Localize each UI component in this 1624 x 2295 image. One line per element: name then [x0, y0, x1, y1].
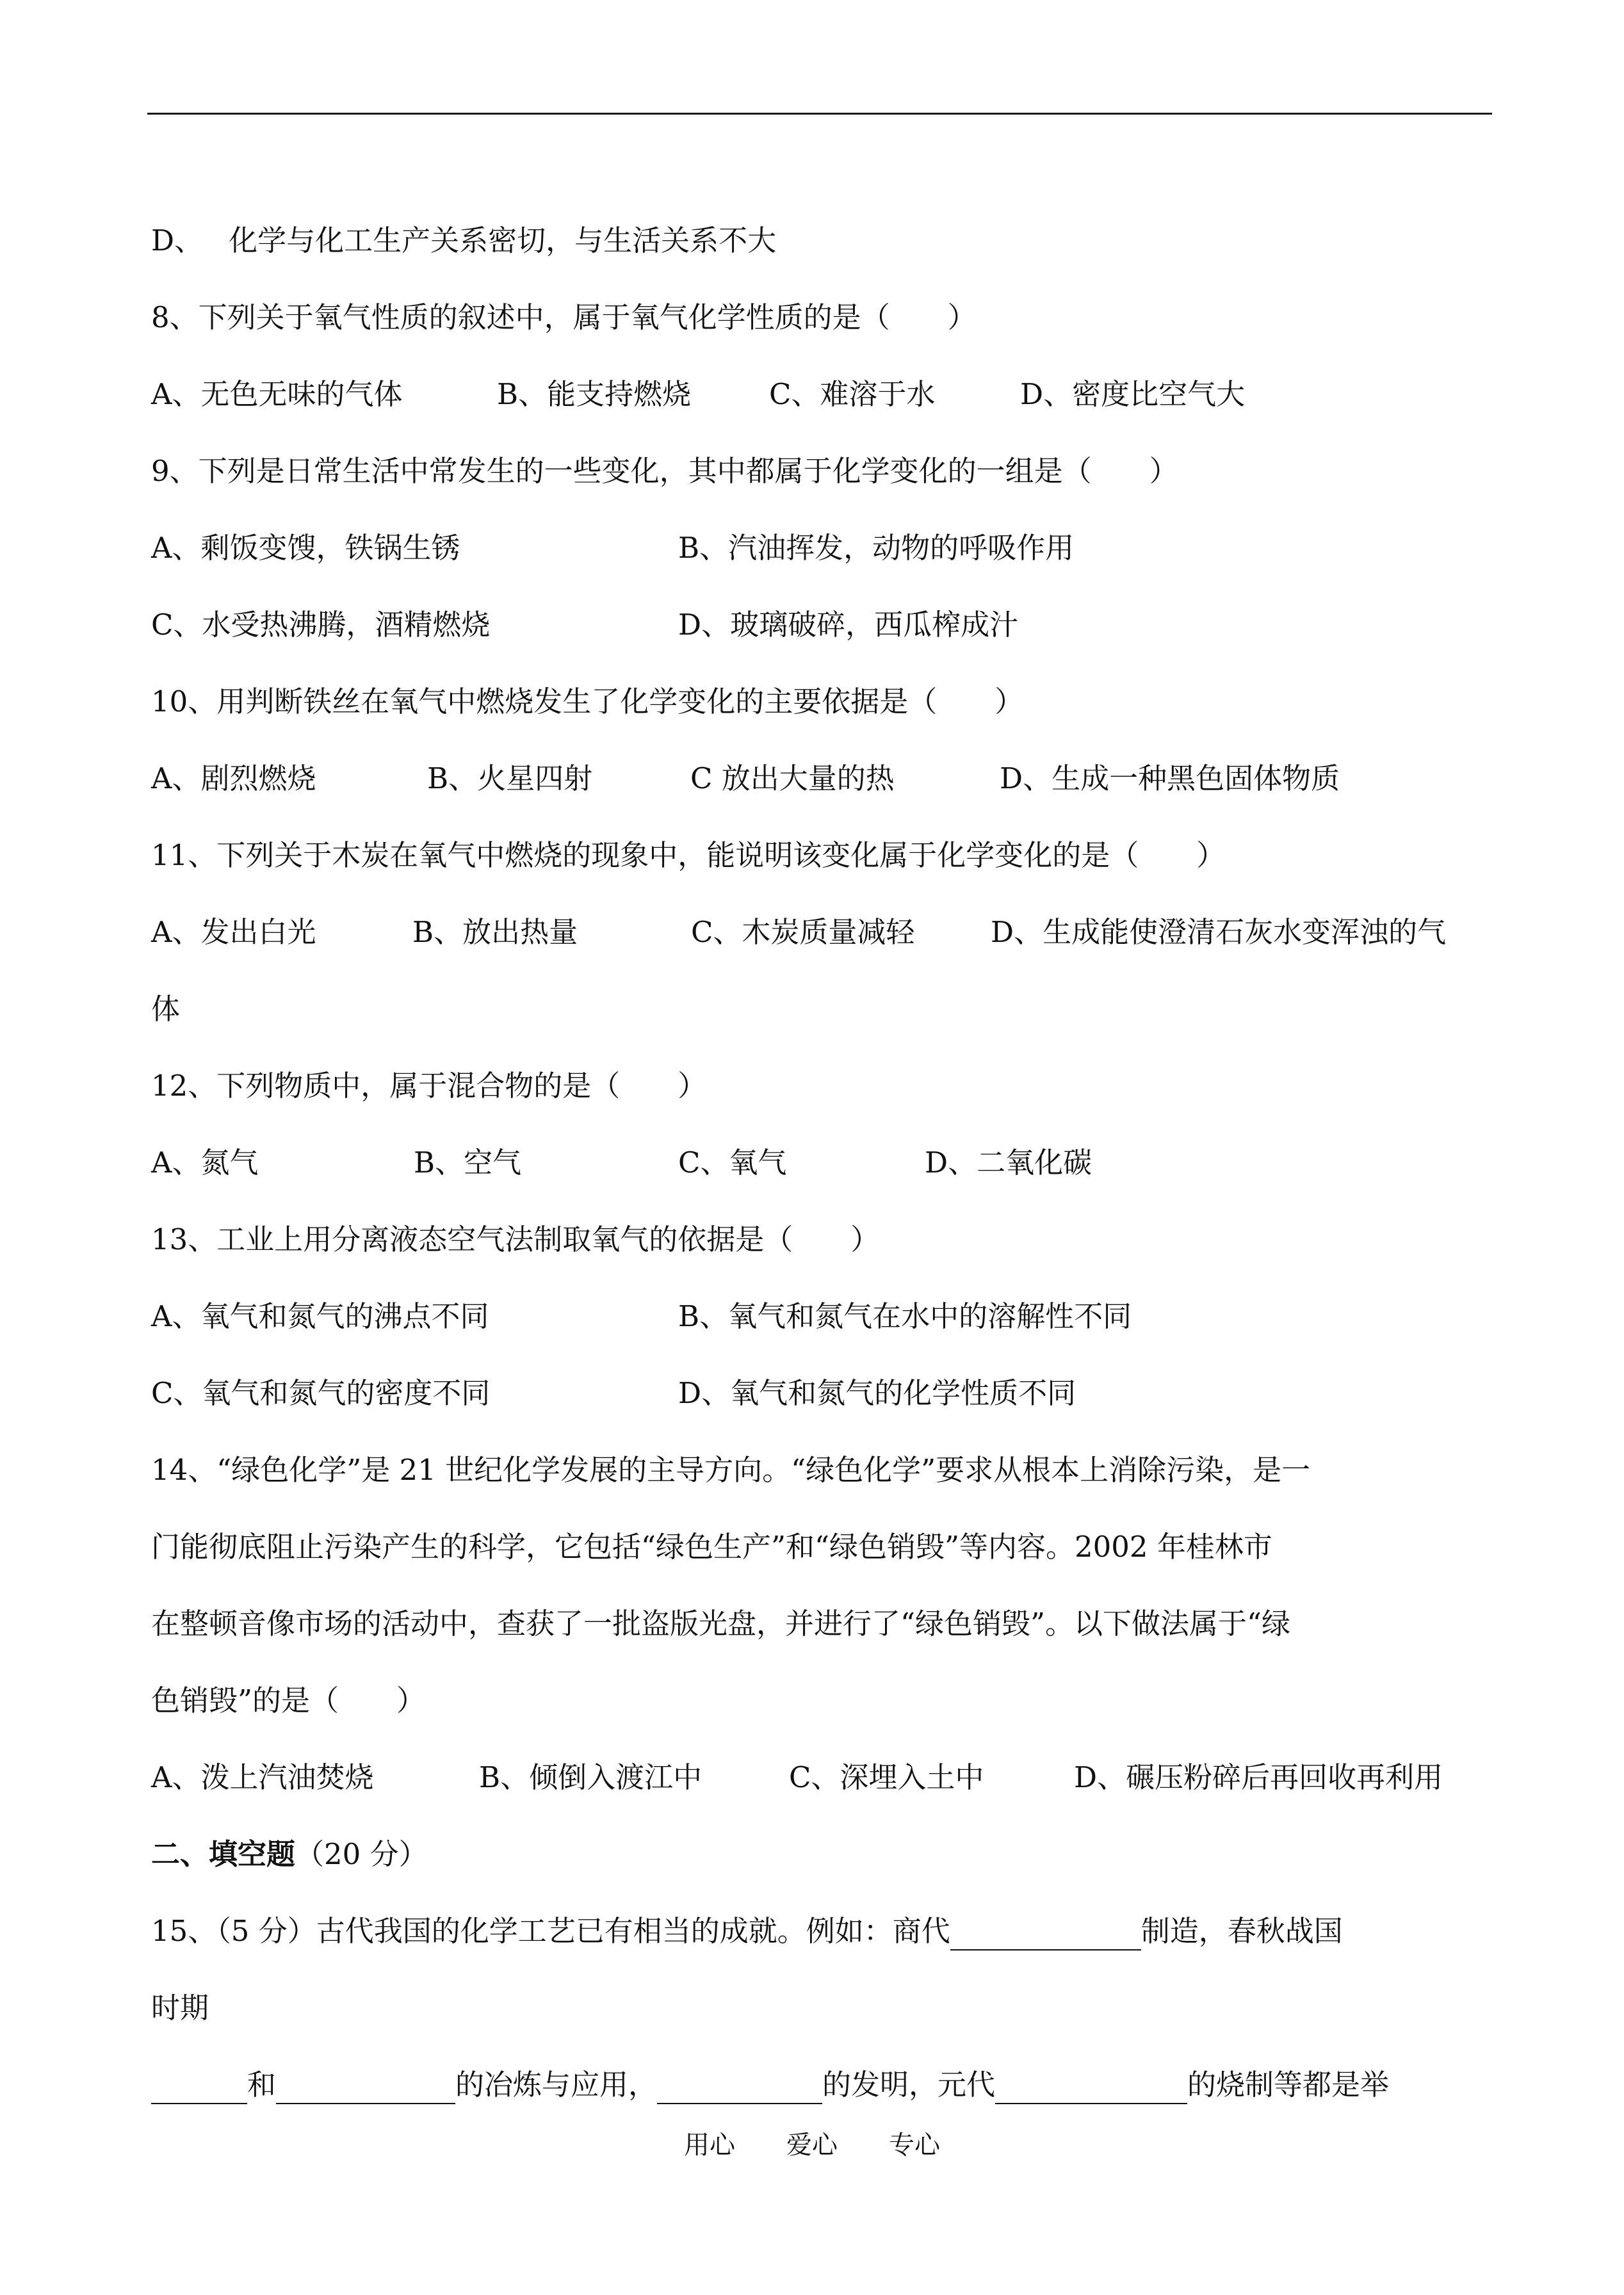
section-title: 二、填空题 — [151, 1837, 296, 1871]
q14-option-c: C、深埋入土中 — [789, 1760, 984, 1794]
q10-option-a: A、剧烈燃烧 — [151, 761, 316, 795]
q13-option-b: B、氧气和氮气在水中的溶解性不同 — [678, 1299, 1132, 1333]
q13-option-a: A、氧气和氮气的沸点不同 — [151, 1299, 489, 1333]
q14-line-1: 14、“绿色化学”是 21 世纪化学发展的主导方向。“绿色化学”要求从根本上消除污染，是一 — [151, 1453, 1311, 1487]
q11-option-b: B、放出热量 — [412, 915, 578, 949]
q12-stem: 12、下列物质中，属于混合物的是（ ） — [151, 1069, 707, 1103]
q15-line-3-text-c: 的发明，元代 — [822, 2068, 996, 2102]
q11-option-d-wrap: 体 — [151, 992, 181, 1026]
q15-blank-3[interactable] — [276, 2071, 455, 2104]
q15-line-2: 时期 — [151, 1991, 209, 2025]
q15-blank-2[interactable] — [151, 2071, 247, 2104]
q15-line-1 — [151, 1912, 1343, 1950]
q8-option-a: A、无色无味的气体 — [151, 377, 403, 411]
section-score: （20 分） — [295, 1837, 428, 1871]
q15-blank-5[interactable] — [995, 2071, 1187, 2104]
q12-option-a: A、氮气 — [151, 1146, 259, 1180]
q14-option-a: A、泼上汽油焚烧 — [151, 1760, 374, 1794]
q15-line-3-text-b: 的冶炼与应用， — [455, 2068, 658, 2102]
section-heading — [151, 1835, 428, 1874]
q12-option-d: D、二氧化碳 — [925, 1146, 1092, 1180]
q14-option-d: D、碾压粉碎后再回收再利用 — [1074, 1760, 1443, 1794]
q13-option-c: C、氧气和氮气的密度不同 — [151, 1376, 491, 1410]
q10-stem: 10、用判断铁丝在氧气中燃烧发生了化学变化的主要依据是（ ） — [151, 685, 1024, 718]
q7-option-d-text: 化学与化工生产关系密切，与生活关系不大 — [229, 223, 777, 257]
q11-option-c: C、木炭质量减轻 — [691, 915, 915, 949]
q8-option-c: C、难溶于水 — [769, 377, 936, 411]
q15-line-3 — [151, 2066, 1389, 2104]
q9-option-a: A、剩饭变馊，铁锅生锈 — [151, 531, 460, 565]
q11-option-a: A、发出白光 — [151, 915, 316, 949]
q11-option-d: D、生成能使澄清石灰水变浑浊的气 — [991, 915, 1447, 949]
footer-word-2: 爱心 — [786, 2130, 838, 2160]
q15-line-1-text-a: 15、（5 分）古代我国的化学工艺已有相当的成就。例如：商代 — [151, 1914, 950, 1948]
q8-option-d: D、密度比空气大 — [1020, 377, 1246, 411]
footer-word-1: 用心 — [684, 2130, 735, 2160]
q13-option-d: D、氧气和氮气的化学性质不同 — [678, 1376, 1076, 1410]
q9-stem: 9、下列是日常生活中常发生的一些变化，其中都属于化学变化的一组是（ ） — [151, 454, 1178, 488]
q15-blank-4[interactable] — [657, 2071, 822, 2104]
q14-line-4: 色销毁”的是（ ） — [151, 1683, 426, 1717]
q15-line-1-text-b: 制造，春秋战国 — [1141, 1914, 1343, 1948]
q11-stem: 11、下列关于木炭在氧气中燃烧的现象中，能说明该变化属于化学变化的是（ ） — [151, 838, 1226, 872]
q15-blank-1[interactable] — [950, 1917, 1141, 1950]
q10-option-b: B、火星四射 — [427, 761, 593, 795]
header-rule — [147, 113, 1492, 115]
q7-option-d — [151, 222, 776, 260]
q9-option-c: C、水受热沸腾，酒精燃烧 — [151, 608, 491, 642]
q8-stem: 8、下列关于氧气性质的叙述中，属于氧气化学性质的是（ ） — [151, 300, 977, 334]
page-footer — [0, 2127, 1624, 2163]
q13-stem: 13、工业上用分离液态空气法制取氧气的依据是（ ） — [151, 1222, 880, 1256]
q15-line-3-text-d: 的烧制等都是举 — [1187, 2068, 1390, 2102]
q14-option-b: B、倾倒入渡江中 — [479, 1760, 702, 1794]
q15-line-3-text-a: 和 — [247, 2068, 277, 2102]
q12-option-c: C、氧气 — [678, 1146, 787, 1180]
q10-option-d: D、生成一种黑色固体物质 — [1000, 761, 1340, 795]
q9-option-d: D、玻璃破碎，西瓜榨成汁 — [678, 608, 1019, 642]
q10-option-c: C 放出大量的热 — [690, 761, 895, 795]
q7-option-d-label: D、 — [151, 223, 204, 257]
q8-option-b: B、能支持燃烧 — [497, 377, 692, 411]
q14-line-2: 门能彻底阻止污染产生的科学，它包括“绿色生产”和“绿色销毁”等内容。2002 年桂林市 — [151, 1530, 1272, 1564]
q12-option-b: B、空气 — [414, 1146, 522, 1180]
footer-word-3: 专心 — [889, 2130, 940, 2160]
q14-line-3: 在整顿音像市场的活动中，查获了一批盗版光盘，并进行了“绿色销毁”。以下做法属于“绿 — [151, 1607, 1291, 1641]
q9-option-b: B、汽油挥发，动物的呼吸作用 — [678, 531, 1075, 565]
